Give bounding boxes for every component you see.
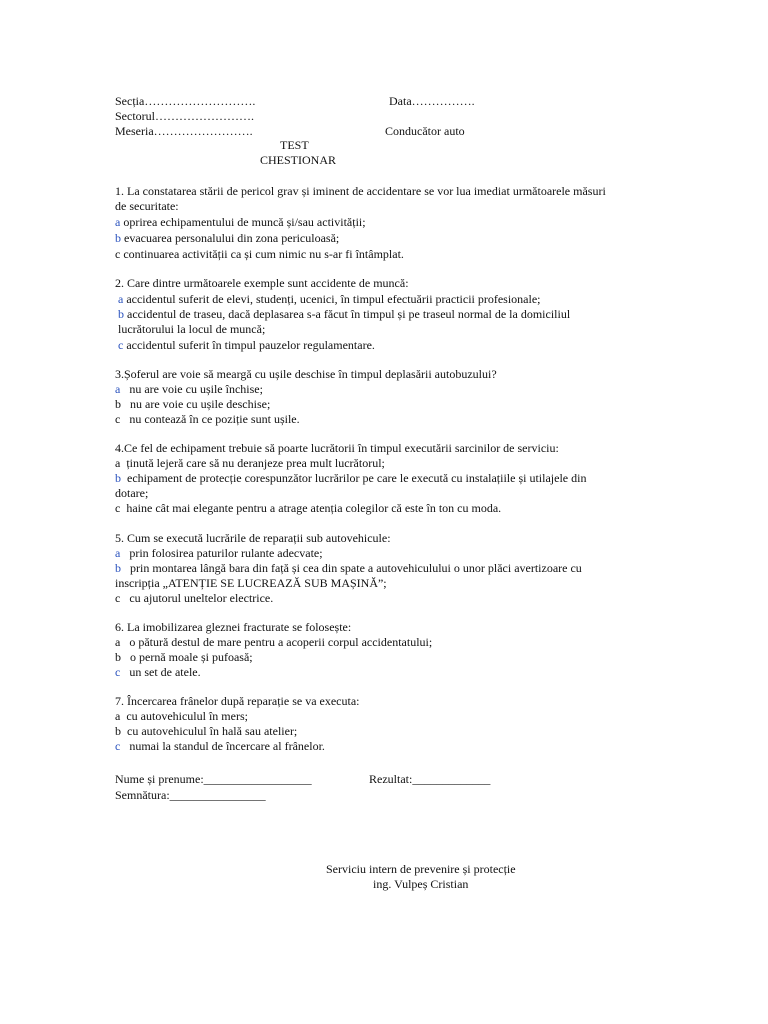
result-field: Rezultat:_____________ — [369, 772, 491, 786]
option-text: prin montarea lângă bara din față și cea din spate a autovehiculului o unor plăci avertizoare cu — [130, 561, 582, 575]
option-letter: b — [115, 471, 121, 485]
option-text: accidentul suferit de elevi, studenți, ucenici, în timpul efectuării practicii profesionale; — [126, 292, 541, 306]
option-text: nu are voie cu ușile deschise; — [130, 397, 271, 411]
question-6-option-c — [115, 665, 201, 680]
option-letter: b — [118, 307, 124, 321]
option-text: cu autovehiculul în hală sau atelier; — [127, 724, 298, 738]
option-text: ținută lejeră care să nu deranjeze prea mult lucrătorul; — [126, 456, 385, 470]
option-text: continuarea activității ca și cum nimic nu s-ar fi întâmplat. — [123, 247, 404, 261]
question-4-line-1: 4.Ce fel de echipament trebuie să poarte lucrătorii în timpul executării sarcinilor de serviciu: — [115, 441, 559, 455]
question-7-option-c — [115, 739, 325, 754]
question-5-option-c — [115, 591, 273, 606]
question-1-option-b — [115, 231, 339, 246]
option-text: nu are voie cu ușile închise; — [129, 382, 263, 396]
option-letter: c — [115, 412, 121, 426]
question-3-option-b — [115, 397, 270, 412]
option-text: accidentul suferit în timpul pauzelor regulamentare. — [126, 338, 375, 352]
question-4-option-b-cont: dotare; — [115, 486, 149, 500]
option-text: nu contează în ce poziție sunt ușile. — [129, 412, 300, 426]
question-5-option-b-cont: inscripția „ATENȚIE SE LUCREAZĂ SUB MAȘINĂ”; — [115, 576, 387, 590]
option-text: numai la standul de încercare al frânelor. — [129, 739, 325, 753]
option-text: cu autovehiculul în mers; — [126, 709, 248, 723]
option-text: haine cât mai elegante pentru a atrage atenția colegilor că este în ton cu moda. — [126, 501, 502, 515]
question-2-option-a — [118, 292, 541, 307]
service-name: Serviciu intern de prevenire și protecție — [326, 862, 516, 876]
sectorul-field: Sectorul……………………. — [115, 109, 254, 123]
question-2-line-1: 2. Care dintre următoarele exemple sunt accidente de muncă: — [115, 276, 409, 290]
option-text: echipament de protecție corespunzător lucrărilor pe care le execută cu instalațiile și utilajele din — [127, 471, 587, 485]
option-letter: b — [115, 397, 121, 411]
question-4-option-a — [115, 456, 385, 471]
title-chestionar: CHESTIONAR — [260, 153, 337, 167]
question-7-line-1: 7. Încercarea frânelor după reparație se va executa: — [115, 694, 360, 708]
meseria-field: Meseria……………………. — [115, 124, 253, 138]
title-test: TEST — [280, 138, 309, 152]
option-text: cu ajutorul uneltelor electrice. — [129, 591, 274, 605]
option-letter: a — [115, 456, 121, 470]
sectia-field: Secția………………………. — [115, 94, 256, 108]
question-6-option-a — [115, 635, 432, 650]
option-letter: a — [115, 709, 121, 723]
question-2-option-c — [118, 338, 375, 353]
option-text: evacuarea personalului din zona periculoasă; — [124, 231, 340, 245]
role-label: Conducător auto — [385, 124, 465, 138]
question-5-option-a — [115, 546, 323, 561]
question-6-option-b — [115, 650, 253, 665]
option-letter: c — [115, 665, 121, 679]
question-7-option-b — [115, 724, 297, 739]
question-1-option-a — [115, 215, 366, 230]
option-letter: c — [115, 501, 121, 515]
option-letter: a — [115, 635, 121, 649]
question-3-option-c — [115, 412, 300, 427]
question-3-line-1: 3.Șoferul are voie să meargă cu ușile deschise în timpul deplasării autobuzului? — [115, 367, 497, 381]
option-letter: b — [115, 724, 121, 738]
question-6-line-1: 6. La imobilizarea gleznei fracturate se folosește: — [115, 620, 352, 634]
question-2-option-b-cont: lucrătorului la locul de muncă; — [118, 322, 266, 336]
option-letter: c — [115, 247, 121, 261]
option-text: accidentul de traseu, dacă deplasarea s-a făcut în timpul și pe traseul normal de la domiciliul — [127, 307, 571, 321]
option-letter: c — [118, 338, 124, 352]
option-letter: c — [115, 739, 121, 753]
option-letter: b — [115, 231, 121, 245]
question-3-option-a — [115, 382, 263, 397]
question-1-option-c — [115, 247, 404, 262]
question-5-option-b — [115, 561, 582, 576]
signature-field: Semnătura:________________ — [115, 788, 266, 802]
question-4-option-c — [115, 501, 501, 516]
option-text: o pătură destul de mare pentru a acoperii corpul accidentatului; — [129, 635, 433, 649]
question-4-option-b — [115, 471, 586, 486]
data-field: Data……………. — [389, 94, 475, 108]
question-1-line-1: 1. La constatarea stării de pericol grav și iminent de accidentare se vor lua imediat următoarele măsuri — [115, 184, 606, 198]
option-letter: c — [115, 591, 121, 605]
option-letter: a — [118, 292, 124, 306]
option-letter: b — [115, 561, 121, 575]
option-letter: a — [115, 382, 121, 396]
option-text: un set de atele. — [129, 665, 201, 679]
question-1-line-2: de securitate: — [115, 199, 179, 213]
question-7-option-a — [115, 709, 248, 724]
option-text: o pernă moale și pufoasă; — [130, 650, 253, 664]
option-text: prin folosirea paturilor rulante adecvate; — [129, 546, 323, 560]
engineer-name: ing. Vulpeș Cristian — [373, 877, 469, 891]
question-5-line-1: 5. Cum se execută lucrările de reparații sub autovehicule: — [115, 531, 391, 545]
option-letter: a — [115, 546, 121, 560]
option-letter: b — [115, 650, 121, 664]
option-letter: a — [115, 215, 121, 229]
name-field: Nume și prenume:__________________ — [115, 772, 312, 786]
option-text: oprirea echipamentului de muncă și/sau activității; — [123, 215, 366, 229]
question-2-option-b — [118, 307, 570, 322]
